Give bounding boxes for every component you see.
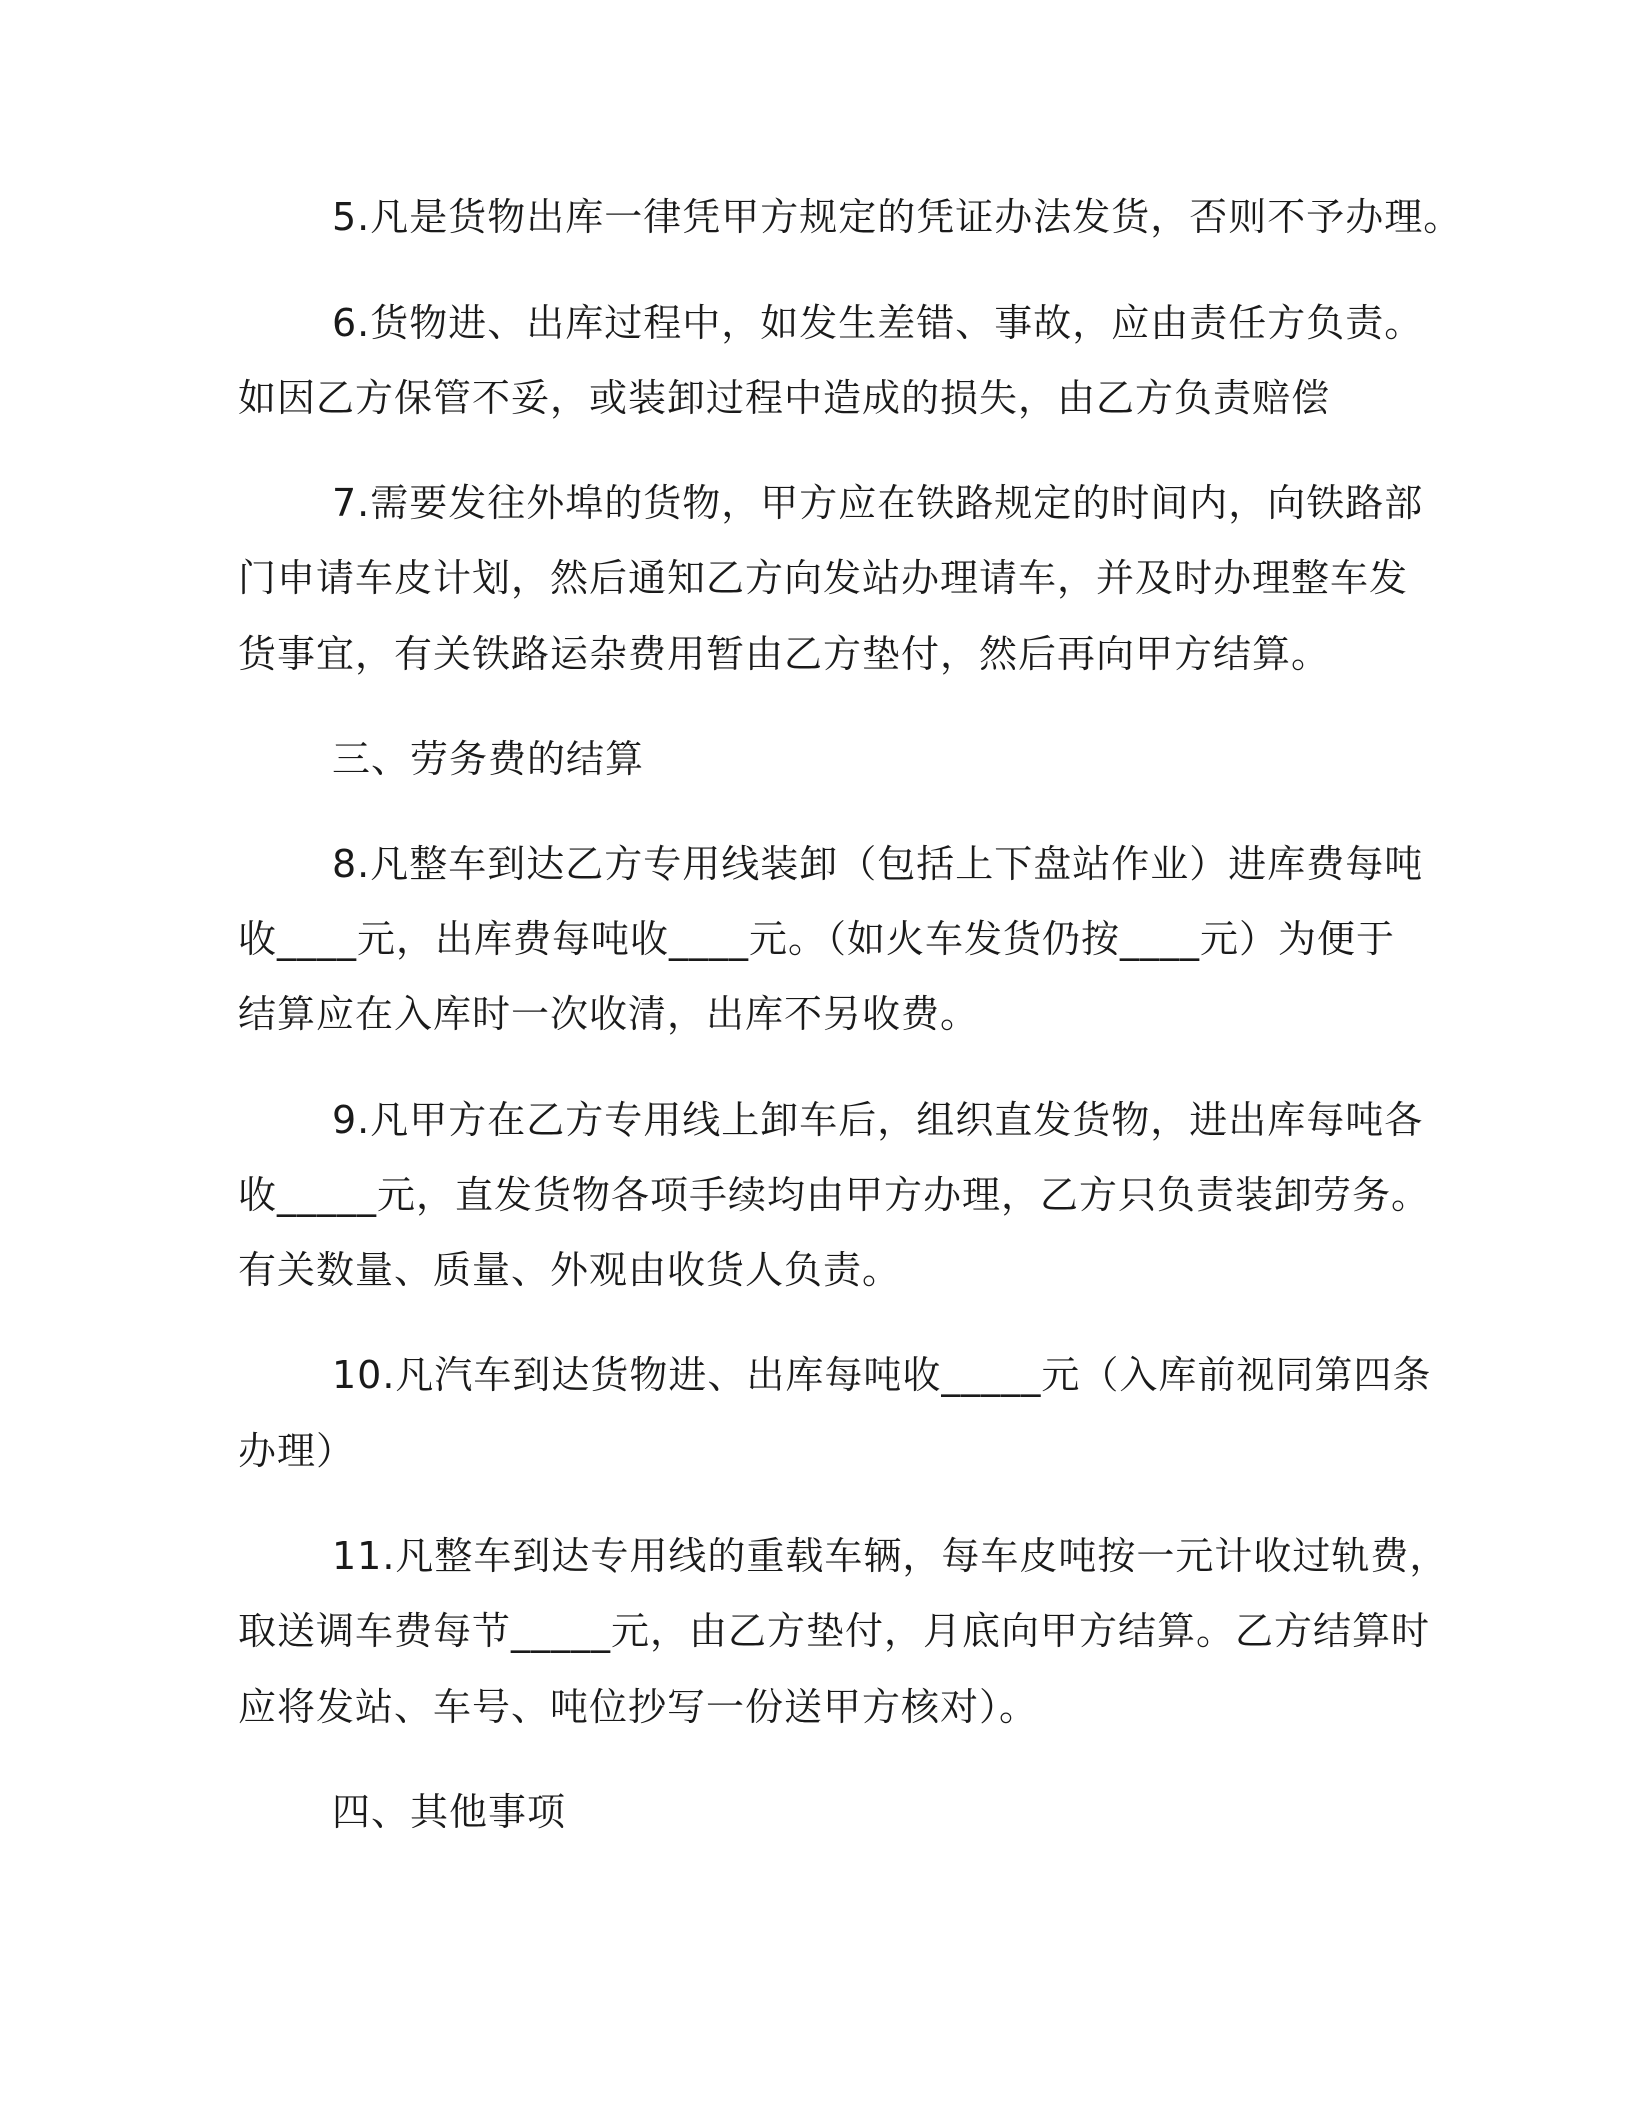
paragraph-item-8-line-2: 收____元，出库费每吨收____元。（如火车发货仍按____元）为便于 xyxy=(238,917,1396,961)
paragraph-item-8-line-1: 8.凡整车到达乙方专用线装卸（包括上下盘站作业）进库费每吨 xyxy=(332,842,1424,886)
section-heading-3: 三、劳务费的结算 xyxy=(332,737,645,781)
paragraph-item-10-line-1: 10.凡汽车到达货物进、出库每吨收_____元（入库前视同第四条 xyxy=(332,1353,1432,1397)
paragraph-item-7-line-3: 货事宜，有关铁路运杂费用暂由乙方垫付，然后再向甲方结算。 xyxy=(238,632,1331,676)
paragraph-item-8-line-3: 结算应在入库时一次收清，出库不另收费。 xyxy=(238,992,980,1036)
paragraph-item-11-line-3: 应将发站、车号、吨位抄写一份送甲方核对）。 xyxy=(238,1685,1039,1729)
paragraph-item-11-line-1: 11.凡整车到达专用线的重载车辆，每车皮吨按一元计收过轨费， xyxy=(332,1534,1449,1578)
section-heading-4: 四、其他事项 xyxy=(332,1790,567,1834)
paragraph-item-9-line-2: 收_____元，直发货物各项手续均由甲方办理，乙方只负责装卸劳务。 xyxy=(238,1173,1431,1217)
paragraph-item-9-line-1: 9.凡甲方在乙方专用线上卸车后，组织直发货物，进出库每吨各 xyxy=(332,1098,1424,1142)
paragraph-item-7-line-1: 7.需要发往外埠的货物，甲方应在铁路规定的时间内，向铁路部 xyxy=(332,481,1424,525)
paragraph-item-5-line-1: 5.凡是货物出库一律凭甲方规定的凭证办法发货，否则不予办理。 xyxy=(332,195,1463,239)
paragraph-item-7-line-2: 门申请车皮计划，然后通知乙方向发站办理请车，并及时办理整车发 xyxy=(238,556,1409,600)
paragraph-item-6-line-2: 如因乙方保管不妥，或装卸过程中造成的损失，由乙方负责赔偿 xyxy=(238,376,1331,420)
paragraph-item-10-line-2: 办理） xyxy=(238,1429,356,1473)
paragraph-item-9-line-3: 有关数量、质量、外观由收货人负责。 xyxy=(238,1248,902,1292)
paragraph-item-11-line-2: 取送调车费每节_____元，由乙方垫付，月底向甲方结算。乙方结算时 xyxy=(238,1609,1431,1653)
paragraph-item-6-line-1: 6.货物进、出库过程中，如发生差错、事故，应由责任方负责。 xyxy=(332,301,1424,345)
